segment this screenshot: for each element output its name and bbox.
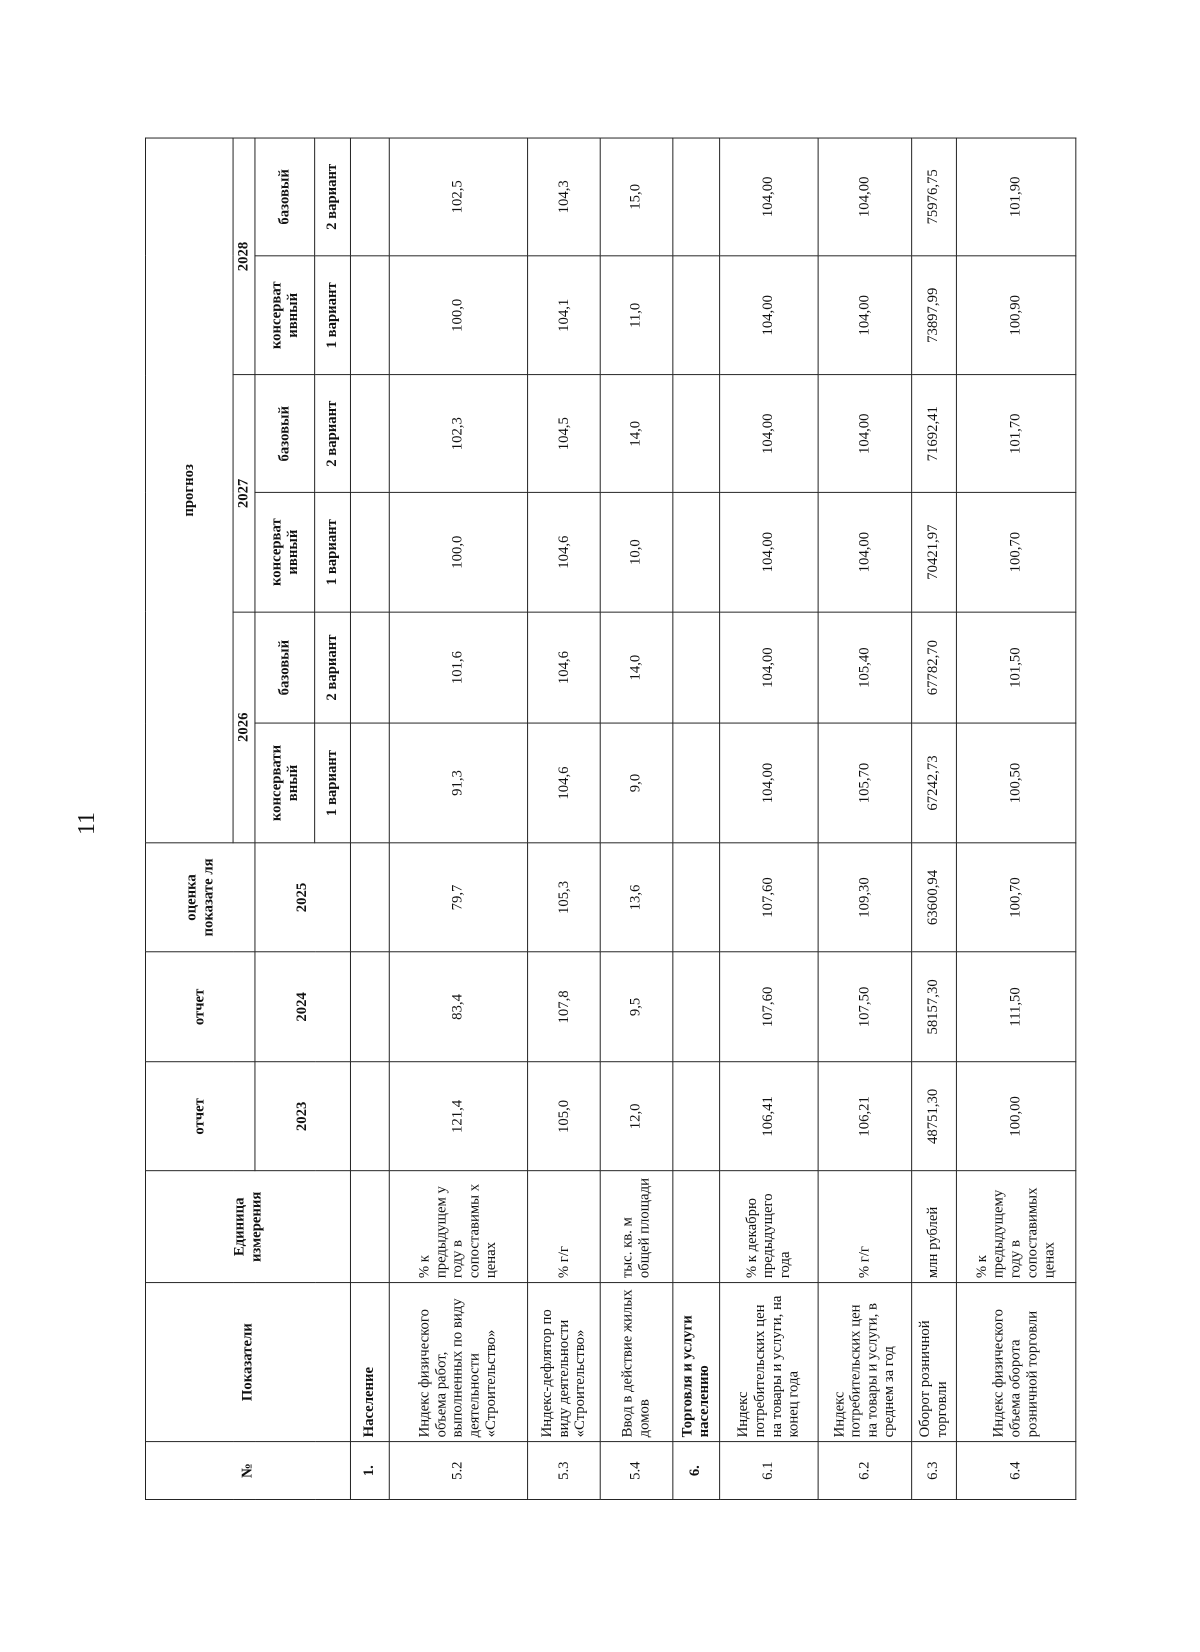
row-name: Торговля и услуги населению: [673, 1283, 720, 1442]
row-unit: % г/г: [818, 1171, 912, 1282]
value-cell: 79,7: [389, 843, 528, 952]
value-cell: 104,00: [720, 138, 818, 256]
value-cell: 48751,30: [911, 1062, 956, 1171]
value-cell: 104,00: [818, 492, 912, 611]
header-variant2-2028: 2 вариант: [315, 138, 351, 256]
row-no: 5.4: [600, 1442, 673, 1500]
row-unit: % г/г: [528, 1171, 601, 1282]
rotated-table-wrapper: [145, 138, 1076, 1500]
value-cell: 73897,99: [911, 256, 956, 375]
table-row: [528, 138, 601, 1499]
value-cell: 13,6: [600, 843, 673, 952]
value-cell: 104,00: [720, 375, 818, 492]
header-forecast: прогноз: [145, 138, 233, 843]
row-name: Оборот розничной торговли: [911, 1283, 956, 1442]
row-name: Ввод в действие жилых домов: [600, 1283, 673, 1442]
header-year-2023: 2023: [255, 1062, 351, 1171]
table-row: [956, 138, 1076, 1499]
value-cell: 100,90: [956, 256, 1076, 375]
value-cell: 107,50: [818, 952, 912, 1061]
row-no: 5.2: [389, 1442, 528, 1500]
value-cell: 100,50: [956, 723, 1076, 842]
row-no: 6.1: [720, 1442, 818, 1500]
row-name: Население: [350, 1283, 388, 1442]
header-year-2028: 2028: [233, 138, 255, 375]
value-cell: 105,0: [528, 1062, 601, 1171]
header-year-2025: 2025: [255, 843, 351, 952]
value-cell: 102,5: [389, 138, 528, 256]
header-year-2026: 2026: [233, 612, 255, 843]
header-variant1-2028: 1 вариант: [315, 256, 351, 375]
page-number: 11: [74, 811, 101, 836]
value-cell: 101,50: [956, 612, 1076, 723]
header-conservative-2027: консерват ивный: [255, 492, 315, 611]
value-cell: 104,00: [720, 612, 818, 723]
value-cell: 83,4: [389, 952, 528, 1061]
value-cell: 14,0: [600, 612, 673, 723]
header-indicators: Показатели: [145, 1283, 350, 1442]
value-cell: 104,6: [528, 723, 601, 842]
row-no: 6.3: [911, 1442, 956, 1500]
value-cell: 71692,41: [911, 375, 956, 492]
value-cell: 105,3: [528, 843, 601, 952]
value-cell: 111,50: [956, 952, 1076, 1061]
row-unit: % к предыдущему году в сопоставимых ценах: [956, 1171, 1076, 1282]
value-cell: 70421,97: [911, 492, 956, 611]
table-row: [911, 138, 956, 1499]
value-cell: 11,0: [600, 256, 673, 375]
value-cell: 101,90: [956, 138, 1076, 256]
table-row: [818, 138, 912, 1499]
value-cell: 107,60: [720, 952, 818, 1061]
row-name: Индекс потребительских цен на товары и услуги, в среднем за год: [818, 1283, 912, 1442]
header-variant1-2026: 1 вариант: [315, 723, 351, 842]
value-cell: 104,00: [818, 375, 912, 492]
table-row: [389, 138, 528, 1499]
value-cell: 121,4: [389, 1062, 528, 1171]
header-report-2023: отчет: [145, 1062, 254, 1171]
table-row: [720, 138, 818, 1499]
value-cell: 106,41: [720, 1062, 818, 1171]
row-unit: % к предыдущем у году в сопоставимы х ценах: [389, 1171, 528, 1282]
value-cell: 104,5: [528, 375, 601, 492]
value-cell: 105,40: [818, 612, 912, 723]
value-cell: 101,6: [389, 612, 528, 723]
table-row: [350, 138, 388, 1499]
row-name: Индекс физического объема работ, выполненных по виду деятельности «Строительство»: [389, 1283, 528, 1442]
value-cell: 106,21: [818, 1062, 912, 1171]
value-cell: 109,30: [818, 843, 912, 952]
value-cell: 100,70: [956, 843, 1076, 952]
value-cell: 102,3: [389, 375, 528, 492]
value-cell: 58157,30: [911, 952, 956, 1061]
value-cell: 100,00: [956, 1062, 1076, 1171]
value-cell: 91,3: [389, 723, 528, 842]
value-cell: 104,6: [528, 492, 601, 611]
value-cell: 75976,75: [911, 138, 956, 256]
row-no: 1.: [350, 1442, 388, 1500]
value-cell: 100,0: [389, 492, 528, 611]
row-no: 6.: [673, 1442, 720, 1500]
value-cell: 67242,73: [911, 723, 956, 842]
value-cell: 104,00: [720, 492, 818, 611]
value-cell: 67782,70: [911, 612, 956, 723]
header-year-2027: 2027: [233, 375, 255, 612]
value-cell: 9,0: [600, 723, 673, 842]
forecast-table: [145, 138, 1076, 1500]
row-no: 6.2: [818, 1442, 912, 1500]
value-cell: 15,0: [600, 138, 673, 256]
value-cell: 105,70: [818, 723, 912, 842]
row-name: Индекс потребительских цен на товары и услуги, на конец года: [720, 1283, 818, 1442]
header-base-2028: базовый: [255, 138, 315, 256]
value-cell: 104,00: [720, 256, 818, 375]
value-cell: 12,0: [600, 1062, 673, 1171]
table-row: [673, 138, 720, 1499]
header-year-2024: 2024: [255, 952, 351, 1061]
value-cell: 104,00: [818, 256, 912, 375]
value-cell: 100,0: [389, 256, 528, 375]
header-unit: Единица измерения: [145, 1171, 350, 1282]
header-base-2027: базовый: [255, 375, 315, 492]
row-unit: % к декабрю предыдущего года: [720, 1171, 818, 1282]
row-unit: тыс. кв. м общей площади: [600, 1171, 673, 1282]
header-report-2024: отчет: [145, 952, 254, 1061]
header-conservative-2026: консервати вный: [255, 723, 315, 842]
table-row: [600, 138, 673, 1499]
value-cell: 14,0: [600, 375, 673, 492]
header-variant2-2027: 2 вариант: [315, 375, 351, 492]
row-name: Индекс-дефлятор по виду деятельности «Строительство»: [528, 1283, 601, 1442]
header-base-2026: базовый: [255, 612, 315, 723]
header-variant1-2027: 1 вариант: [315, 492, 351, 611]
value-cell: 9,5: [600, 952, 673, 1061]
value-cell: 63600,94: [911, 843, 956, 952]
value-cell: 104,3: [528, 138, 601, 256]
value-cell: 104,00: [818, 138, 912, 256]
row-no: 5.3: [528, 1442, 601, 1500]
value-cell: 107,60: [720, 843, 818, 952]
row-unit: млн рублей: [911, 1171, 956, 1282]
header-no: №: [145, 1442, 350, 1500]
value-cell: 104,00: [720, 723, 818, 842]
value-cell: 10,0: [600, 492, 673, 611]
value-cell: 104,1: [528, 256, 601, 375]
header-estimate: оценка показате ля: [145, 843, 254, 952]
value-cell: 100,70: [956, 492, 1076, 611]
header-variant2-2026: 2 вариант: [315, 612, 351, 723]
value-cell: 107,8: [528, 952, 601, 1061]
value-cell: 104,6: [528, 612, 601, 723]
row-name: Индекс физического объема оборота розничной торговли: [956, 1283, 1076, 1442]
header-conservative-2028: консерват ивный: [255, 256, 315, 375]
row-no: 6.4: [956, 1442, 1076, 1500]
value-cell: 101,70: [956, 375, 1076, 492]
